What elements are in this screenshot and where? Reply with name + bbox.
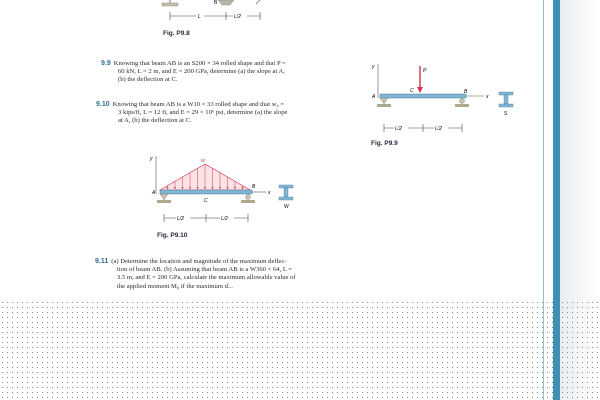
fig-p9-10-c-label: C (204, 198, 208, 204)
problem-number: 9.10 (96, 101, 110, 108)
problem-line: Knowing that beam AB is an S200 × 34 rolled shape and that P = (113, 60, 286, 67)
problem-9-10 (96, 101, 287, 126)
problem-9-11 (95, 258, 296, 291)
problem-line: tion of beam AB. (b) Assuming that beam AB is a W360 × 64, L = (117, 266, 293, 274)
figure-p9-8 (150, 0, 280, 30)
fig-p9-9-dim-left: L/2 (395, 126, 402, 132)
fig-p9-9-caption: Fig. P9.9 (371, 140, 398, 147)
problem-line: 60 kN, L = 2 m, and E = 200 GPa, determine (a) the slope at A, (118, 68, 285, 76)
halftone-texture (0, 300, 600, 400)
fig-p9-9-b-label: B (464, 89, 468, 95)
problem-number: 9.11 (95, 258, 109, 265)
fig-p9-8-caption: Fig. P9.8 (163, 30, 190, 37)
fig-p9-9-a-label: A (372, 94, 376, 100)
figure-p9-10 (148, 152, 308, 232)
fig-p9-10-w0-label: w (201, 158, 205, 164)
fig-p9-8-l2-label: L/2 (234, 14, 241, 20)
fig-p9-9-dim-right: L/2 (435, 126, 442, 132)
problem-line: Knowing that beam AB is a W10 × 33 rolled shape and that w₀ = (112, 101, 285, 108)
beam (380, 94, 466, 98)
problem-number: 9.9 (101, 60, 111, 67)
fig-p9-10-caption: Fig. P9.10 (157, 232, 188, 239)
problem-line: (a) Determine the location and magnitude of the maximum deflec- (111, 258, 287, 265)
fig-p9-9-c-label: C (410, 88, 414, 94)
problem-9-9 (101, 60, 286, 85)
fig-p9-10-dim-right: L/2 (221, 216, 228, 222)
i-beam-section-icon (499, 92, 513, 107)
i-beam-section-icon (279, 185, 293, 200)
fig-p9-8-b-label: B (214, 0, 218, 6)
fig-p9-10-y-label: y (150, 156, 153, 162)
fig-p9-10-x-label: x (268, 190, 271, 196)
problem-line: at A, (b) the deflection at C. (118, 117, 192, 125)
beam (160, 190, 252, 194)
problem-line: 3.5 m, and E = 200 GPa, calculate the maximum allowable value of (117, 274, 296, 282)
figure-p9-9 (368, 60, 528, 140)
problem-line: 3 kips/ft, L = 12 ft, and E = 29 × 10⁶ psi, determine (a) the slope (118, 109, 288, 117)
fig-p9-10-a-label: A (152, 190, 156, 196)
fig-p9-8-l-label: L (198, 14, 201, 20)
fig-p9-9-p-label: P (423, 68, 427, 74)
fig-p9-10-w-label: W (284, 204, 289, 210)
fig-p9-9-s-label: S (504, 111, 508, 117)
fig-p9-9-x-label: x (486, 94, 489, 100)
problem-line: the applied moment M₀ if the maximum d... (117, 282, 233, 290)
problem-line: (b) the deflection at C. (118, 76, 178, 84)
fig-p9-10-dim-left: L/2 (177, 216, 184, 222)
fig-p9-9-y-label: y (372, 64, 375, 70)
fig-p9-10-b-label: B (252, 184, 256, 190)
